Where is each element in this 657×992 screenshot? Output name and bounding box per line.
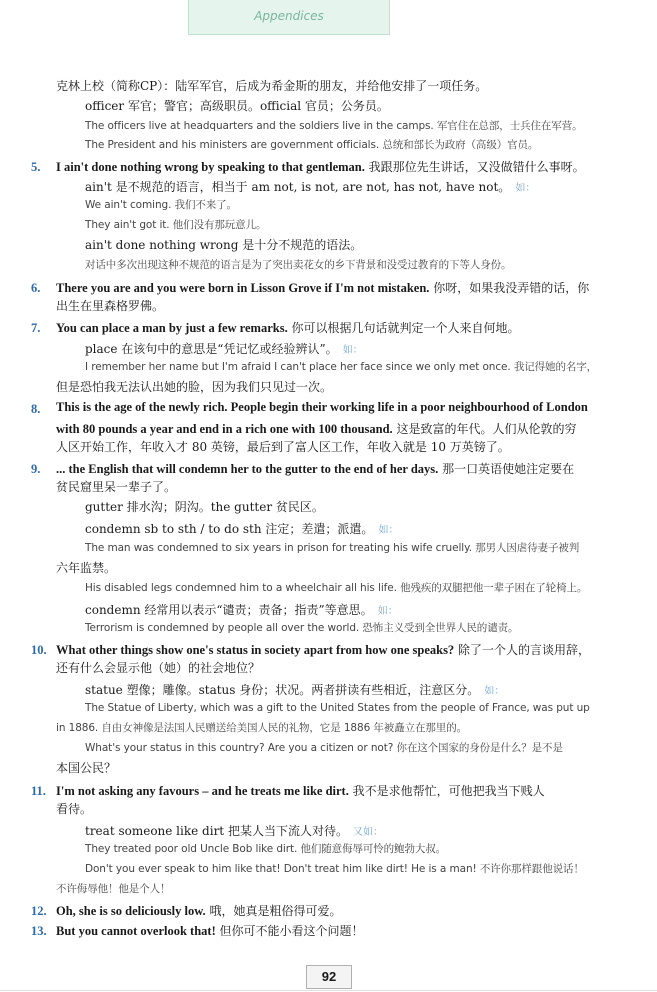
example-line: They treated poor old Uncle Bob like dirt. 他们随意侮辱可怜的鲍勃大叔。 (85, 843, 447, 855)
note-number: 5. (31, 160, 41, 174)
note-number: 8. (31, 402, 41, 416)
note-item-7 (31, 318, 40, 337)
translation: 哦，她真是粗俗得可爱。 (205, 904, 342, 918)
translation: 我跟那位先生讲话，又没做错什么事呀。 (364, 160, 585, 174)
note-line (56, 157, 585, 176)
note-line (56, 640, 590, 659)
example-line: Terrorism is condemned by people all over the world. 恐怖主义受到全世界人民的谴责。 (85, 622, 519, 634)
example-line: I remember her name but I'm afraid I can't place her face since we only met once. 我记得她的名字， (85, 361, 598, 373)
text-line (85, 177, 535, 197)
translation: 那一口英语使她注定要在 (438, 462, 575, 476)
example-line: Don't you ever speak to him like that! Don't treat him like dirt! He is a man! 不许你那样跟他说话！ (85, 863, 584, 875)
text-line: gutter 排水沟；阴沟。the gutter 贫民区。 (85, 500, 324, 514)
source-sentence: You can place a man by just a few remarks. (56, 321, 288, 335)
text-line: officer 军官；警官；高级职员。official 官员；公务员。 (85, 99, 389, 113)
example-line: in 1886. 自由女神像是法国人民赠送给美国人民的礼物，它是 1886 年被矗立在那里的。 (56, 722, 468, 734)
text-line: 贫民窟里呆一辈子了。 (56, 480, 177, 494)
translation: 这是致富的年代。人们从伦敦的穷 (392, 422, 577, 436)
example-marker: 如： (484, 686, 505, 697)
translation: 我不是求他帮忙，可他把我当下贱人 (348, 784, 545, 798)
source-sentence: with 80 pounds a year and end in a rich one with 100 thousand. (56, 422, 393, 436)
note-number: 11. (31, 784, 46, 798)
bottom-rule (0, 990, 657, 991)
note-item-8 (31, 399, 40, 418)
example-line: They ain't got it. 他们没有那玩意儿。 (85, 219, 267, 231)
explanation: place 在该句中的意思是“凭记忆或经验辨认”。 (85, 342, 338, 356)
note-item-6 (31, 278, 40, 297)
text-line: 看待。 (56, 802, 93, 816)
example-line: The man was condemned to six years in prison for treating his wife cruelly. 那男人因虐待妻子被判 (85, 542, 580, 554)
text-line: 六年监禁。 (56, 561, 117, 575)
example-line: The officers live at headquarters and the soldiers live in the camps. 军官住在总部，士兵住在军营。 (85, 120, 583, 132)
text-line (85, 821, 383, 841)
example-line: The President and his ministers are government officials. 总统和部长为政府（高级）官员。 (85, 139, 539, 151)
note-line (56, 901, 342, 920)
translation: 除了一个人的言谈用辞， (454, 643, 591, 657)
example-marker: 如： (515, 183, 536, 194)
translation: 但你可不能小看这个问题！ (215, 924, 364, 938)
note-number: 6. (31, 281, 41, 295)
note-item-10 (31, 640, 47, 659)
text-line: 本国公民？ (56, 761, 117, 775)
text-line (85, 600, 398, 620)
example-marker: 如： (377, 606, 398, 617)
source-sentence: Oh, she is so deliciously low. (56, 904, 206, 918)
text-line: 人区开始工作，年收入才 80 英镑，最后到了富人区工作，年收入就是 10 万英镑了。 (56, 440, 510, 454)
note-number: 7. (31, 321, 41, 335)
source-sentence: I ain't done nothing wrong by speaking to that gentleman. (56, 160, 365, 174)
explanation: condemn sb to sth / to do sth 注定；差遣；派遣。 (85, 522, 374, 536)
source-sentence: But you cannot overlook that! (56, 924, 216, 938)
translation: 你可以根据几句话就判定一个人来自何地。 (287, 321, 520, 335)
example-line: The Statue of Liberty, which was a gift to the United States from the people of France, was put up (85, 702, 590, 714)
text-line: 克林上校（简称CP）：陆军军官，后成为希金斯的朋友，并给他安排了一项任务。 (56, 79, 488, 93)
note-line (56, 278, 589, 297)
header-title: Appendices (254, 9, 324, 23)
note-item-5 (31, 157, 40, 176)
header-band (188, 0, 390, 35)
note-item-11 (31, 781, 46, 800)
text-line: 还有什么会显示他（她）的社会地位？ (56, 661, 261, 675)
text-line (85, 680, 504, 700)
text-line: 对话中多次出现这种不规范的语言是为了突出卖花女的乡下背景和没受过教育的下等人身份。 (85, 259, 512, 271)
page-number: 92 (306, 965, 352, 989)
note-number: 9. (31, 462, 41, 476)
source-sentence: What other things show one's status in society apart from how one speaks? (56, 643, 455, 657)
text-line (85, 339, 363, 359)
note-line (56, 921, 364, 940)
source-sentence: This is the age of the newly rich. People begin their working life in a poor neighbourhood of London (56, 400, 588, 414)
text-line (85, 519, 398, 539)
note-item-12 (31, 901, 47, 920)
note-item-13 (31, 921, 47, 940)
note-line (56, 459, 574, 478)
example-line: We ain't coming. 我们不来了。 (85, 199, 237, 211)
explanation: treat someone like dirt 把某人当下流人对待。 (85, 824, 348, 838)
note-line (56, 419, 577, 438)
note-line (56, 318, 520, 337)
example-marker: 如： (378, 525, 399, 536)
text-line: 出生在里森格罗佛。 (56, 299, 165, 313)
note-number: 10. (31, 643, 47, 657)
note-item-9 (31, 459, 40, 478)
example-line: 不许侮辱他！他是个人！ (56, 883, 171, 895)
text-line: ain't done nothing wrong 是十分不规范的语法。 (85, 238, 363, 252)
note-line (56, 781, 545, 800)
example-marker: 又如： (353, 827, 384, 838)
example-line: His disabled legs condemned him to a wheelchair all his life. 他残疾的双腿把他一辈子困在了轮椅上。 (85, 582, 588, 594)
source-sentence: I'm not asking any favours – and he treats me like dirt. (56, 784, 349, 798)
explanation: statue 塑像；雕像。status 身份；状况。两者拼读有些相近，注意区分。 (85, 683, 480, 697)
source-sentence: There you are and you were born in Lisson Grove if I'm not mistaken. (56, 281, 430, 295)
example-marker: 如： (342, 345, 363, 356)
explanation: ain't 是不规范的语言，相当于 am not, is not, are not, has not, have not。 (85, 180, 511, 194)
explanation: condemn 经常用以表示“谴责；责备；指责”等意思。 (85, 603, 373, 617)
translation: 你呀，如果我没弄错的话，你 (429, 281, 590, 295)
note-number: 13. (31, 924, 47, 938)
source-sentence: ... the English that will condemn her to the gutter to the end of her days. (56, 462, 439, 476)
text-line: 但是恐怕我无法认出她的脸，因为我们只见过一次。 (56, 380, 333, 394)
example-line: What's your status in this country? Are you a citizen or not? 你在这个国家的身份是什么？是不是 (85, 742, 563, 754)
note-number: 12. (31, 904, 47, 918)
